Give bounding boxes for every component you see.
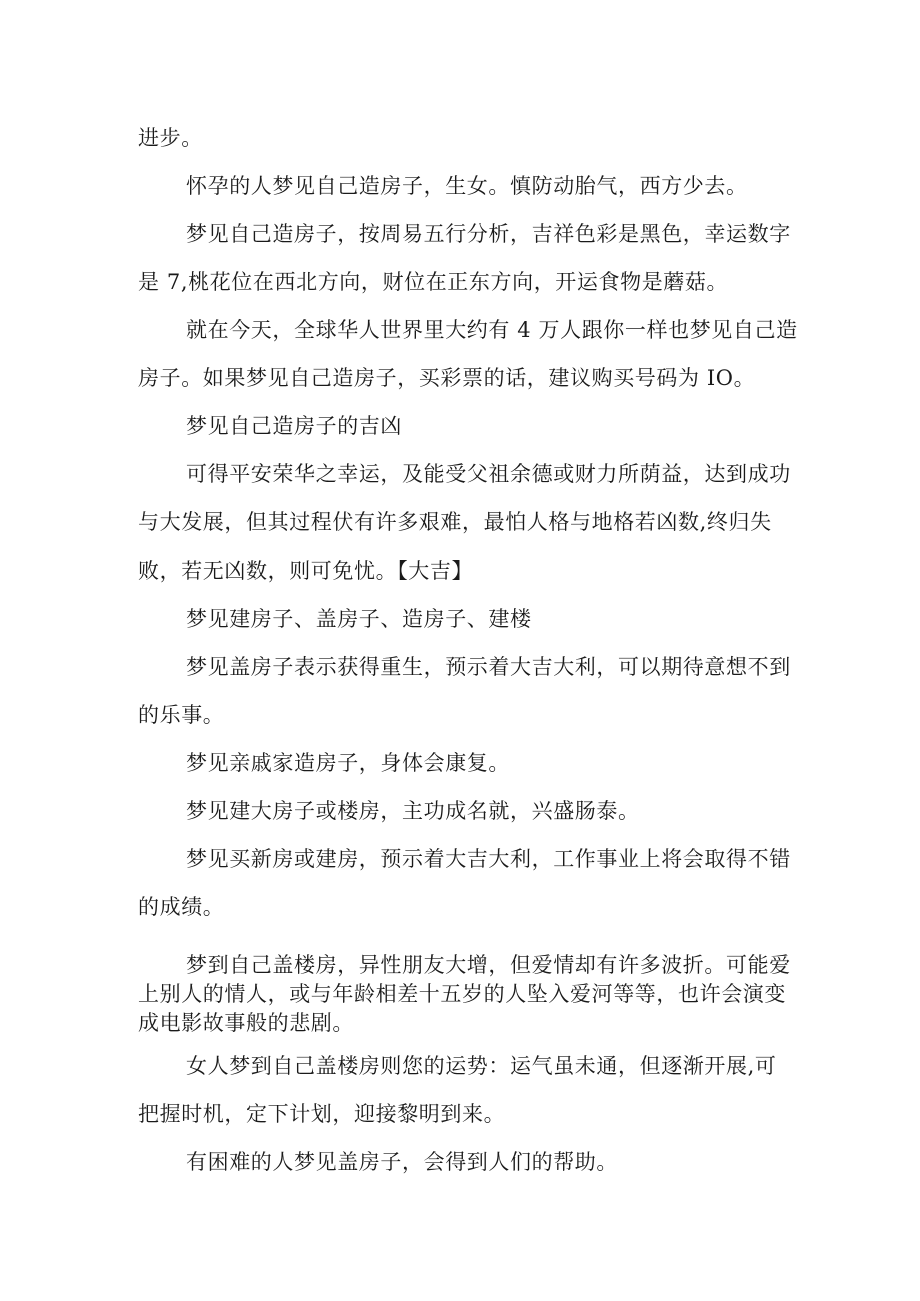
section-heading: 梦见自己造房子的吉凶 bbox=[186, 414, 402, 438]
text-line: 败，若无凶数，则可免忧。【大吉】 bbox=[138, 559, 474, 583]
text-line: 的成绩。 bbox=[138, 895, 225, 919]
text-line: 把握时机，定下计划，迎接黎明到来。 bbox=[138, 1102, 506, 1126]
text-line: 就在今天，全球华人世界里大约有 4 万人跟你一样也梦见自己造 bbox=[186, 318, 798, 342]
text-line: 可得平安荣华之幸运，及能受父祖余德或财力所荫益，达到成功 bbox=[186, 462, 791, 486]
section-heading: 梦见建房子、盖房子、造房子、建楼 bbox=[186, 607, 532, 631]
text-line: 有困难的人梦见盖房子，会得到人们的帮助。 bbox=[186, 1150, 618, 1174]
text-line: 梦见自己造房子，按周易五行分析，吉祥色彩是黑色，幸运数字 bbox=[186, 222, 791, 246]
text-line: 房子。如果梦见自己造房子，买彩票的话，建议购买号码为 IO。 bbox=[138, 366, 756, 390]
text-line: 梦到自己盖楼房，异性朋友大增，但爱情却有许多波折。可能爱 bbox=[186, 953, 791, 977]
text-line: 进步。 bbox=[138, 126, 203, 150]
text-line: 女人梦到自己盖楼房则您的运势：运气虽未通，但逐渐开展,可 bbox=[186, 1054, 777, 1078]
text-line: 上别人的情人，或与年龄相差十五岁的人坠入爱河等等，也许会演变 bbox=[138, 982, 786, 1006]
text-line: 梦见亲戚家造房子，身体会康复。 bbox=[186, 751, 510, 775]
text-line: 与大发展，但其过程伏有许多艰难，最怕人格与地格若凶数,终归失 bbox=[138, 510, 772, 534]
text-line: 成电影故事般的悲剧。 bbox=[138, 1011, 354, 1035]
text-line: 的乐事。 bbox=[138, 703, 225, 727]
text-line: 梦见买新房或建房，预示着大吉大利，工作事业上将会取得不错 bbox=[186, 847, 791, 871]
text-line: 怀孕的人梦见自己造房子，生女。慎防动胎气，西方少去。 bbox=[186, 174, 748, 198]
text-line: 梦见盖房子表示获得重生，预示着大吉大利，可以期待意想不到 bbox=[186, 655, 791, 679]
text-line: 是 7,桃花位在西北方向，财位在正东方向，开运食物是蘑菇。 bbox=[138, 270, 729, 294]
text-line: 梦见建大房子或楼房，主功成名就，兴盛肠泰。 bbox=[186, 799, 640, 823]
